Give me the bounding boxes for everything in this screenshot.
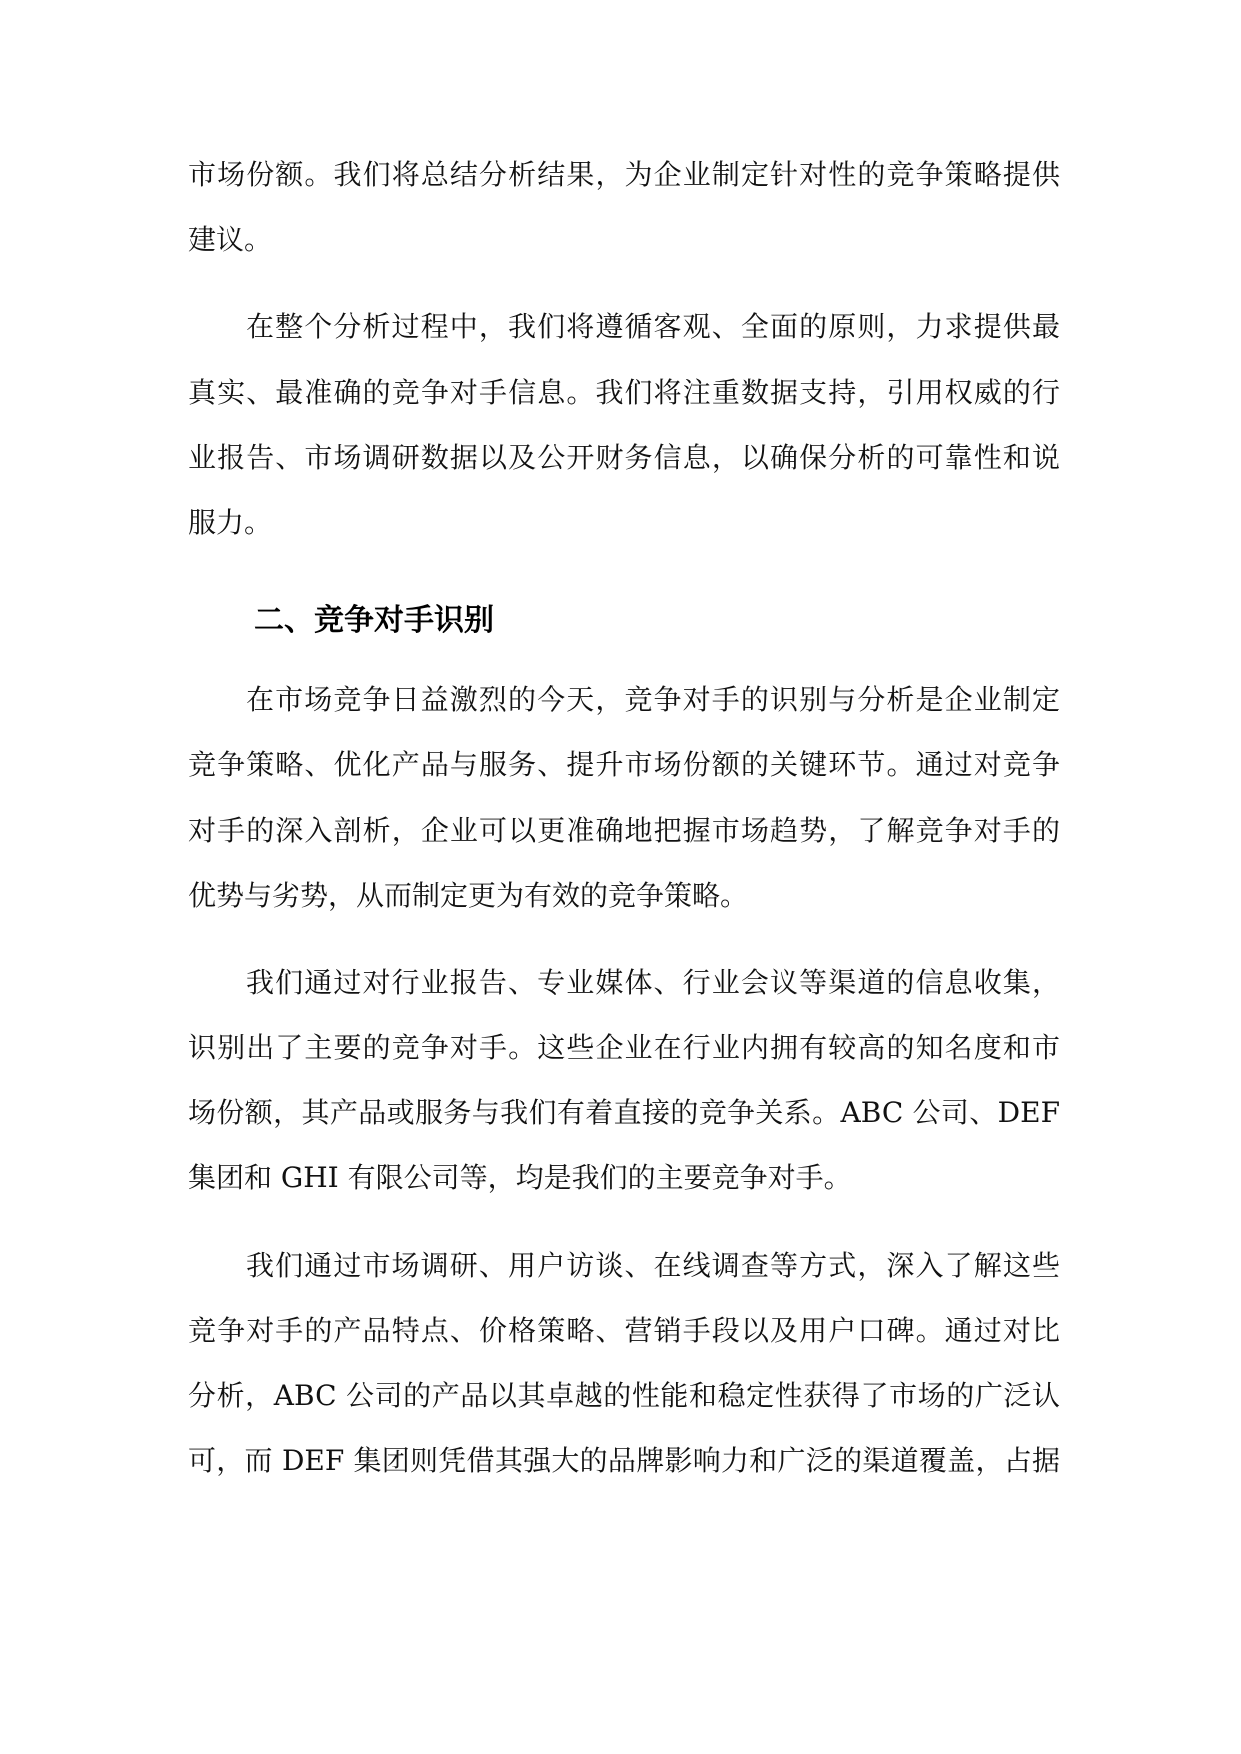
paragraph-4-line-2: 识别出了主要的竞争对手。这些企业在行业内拥有较高的知名度和市 [188, 1031, 1060, 1065]
paragraph-3-line-1: 在市场竞争日益激烈的今天，竞争对手的识别与分析是企业制定 [246, 683, 1060, 717]
paragraph-5-line-2: 竞争对手的产品特点、价格策略、营销手段以及用户口碑。通过对比 [188, 1313, 1060, 1347]
paragraph-5 [188, 1233, 1060, 1494]
paragraph-3-line-3: 对手的深入剖析，企业可以更准确地把握市场趋势，了解竞争对手的 [188, 813, 1060, 847]
paragraph-4-line-1: 我们通过对行业报告、专业媒体、行业会议等渠道的信息收集， [246, 965, 1060, 999]
paragraph-4-line-3: 场份额，其产品或服务与我们有着直接的竞争关系。ABC 公司、DEF [188, 1096, 1060, 1130]
section-heading: 二、竞争对手识别 [254, 603, 494, 639]
paragraph-2-line-4: 服力。 [188, 505, 273, 539]
paragraph-5-line-1: 我们通过市场调研、用户访谈、在线调查等方式，深入了解这些 [246, 1248, 1060, 1282]
paragraph-4 [188, 950, 1060, 1211]
paragraph-2-line-1: 在整个分析过程中，我们将遵循客观、全面的原则，力求提供最 [246, 310, 1060, 344]
paragraph-2 [188, 294, 1060, 555]
paragraph-3 [188, 667, 1060, 928]
paragraph-1 [188, 142, 1060, 272]
paragraph-2-line-2: 真实、最准确的竞争对手信息。我们将注重数据支持，引用权威的行 [188, 375, 1060, 409]
paragraph-5-line-3: 分析，ABC 公司的产品以其卓越的性能和稳定性获得了市场的广泛认 [188, 1379, 1060, 1412]
document-body [188, 142, 1060, 1493]
paragraph-4-line-4: 集团和 GHI 有限公司等，均是我们的主要竞争对手。 [188, 1161, 852, 1195]
paragraph-1-line-1: 市场份额。我们将总结分析结果，为企业制定针对性的竞争策略提供 [188, 158, 1060, 191]
paragraph-2-line-3: 业报告、市场调研数据以及公开财务信息，以确保分析的可靠性和说 [188, 440, 1060, 474]
paragraph-5-line-4: 可，而 DEF 集团则凭借其强大的品牌影响力和广泛的渠道覆盖，占据 [188, 1444, 1060, 1478]
paragraph-1-line-2: 建议。 [188, 223, 273, 257]
paragraph-3-line-4: 优势与劣势，从而制定更为有效的竞争策略。 [188, 878, 749, 912]
paragraph-3-line-2: 竞争策略、优化产品与服务、提升市场份额的关键环节。通过对竞争 [188, 748, 1060, 782]
